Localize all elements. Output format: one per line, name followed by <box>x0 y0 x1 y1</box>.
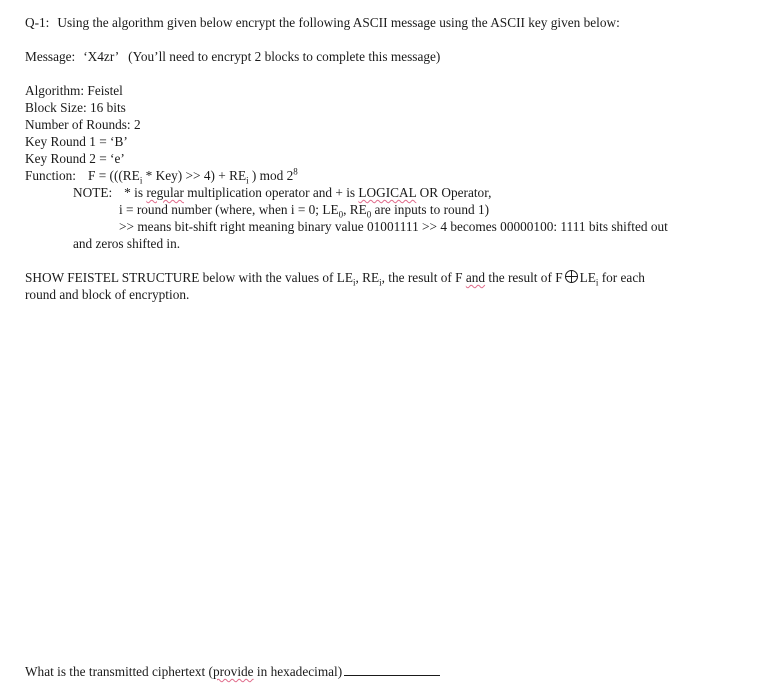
function-formula-part2: * Key) >> 4) + RE <box>142 168 247 183</box>
note-line-4: and zeros shifted in. <box>73 236 181 251</box>
function-formula-part3: ) mod 2 <box>248 168 294 183</box>
note-l2-text-a: i = round number (where, when i = 0; LE <box>119 202 339 217</box>
message-value: ‘X4zr’ <box>83 49 120 64</box>
note-line-1 <box>73 184 491 201</box>
message-line <box>25 48 440 65</box>
function-line <box>25 167 298 184</box>
rounds-line: Number of Rounds: 2 <box>25 117 141 132</box>
show-text-d: the result of F <box>485 270 563 285</box>
show-text-b: , RE <box>355 270 380 285</box>
note-l1-text-b: multiplication operator and + is <box>183 185 359 200</box>
show-word-and: and <box>465 270 486 285</box>
answer-blank-field[interactable] <box>344 663 440 676</box>
note-word-regular: regular <box>146 185 184 200</box>
note-l2-text-b: , RE <box>343 202 367 217</box>
show-text-e: LE <box>579 270 596 285</box>
note-sub-0-2: 0 <box>366 209 372 220</box>
answer-word-provide: provide <box>212 664 254 679</box>
function-formula-part1: F = (((RE <box>87 168 140 183</box>
show-sub-i-1: i <box>352 277 356 288</box>
function-label: Function: <box>25 168 76 183</box>
show-text-c: , the result of F <box>381 270 466 285</box>
question-text: Using the algorithm given below encrypt the following ASCII message using the ASCII key given below: <box>57 15 620 30</box>
note-sub-0-1: 0 <box>338 209 344 220</box>
show-line-2: round and block of encryption. <box>25 287 190 302</box>
key-round-2-line: Key Round 2 = ‘e’ <box>25 151 125 166</box>
function-sub-i-2: i <box>246 175 249 186</box>
show-text-f: for each <box>598 270 645 285</box>
note-l1-text-a: * is <box>124 185 147 200</box>
note-label: NOTE: <box>73 185 113 200</box>
function-sup-8: 8 <box>293 166 298 177</box>
show-sub-i-3: i <box>595 277 599 288</box>
note-word-logical: LOGICAL <box>358 185 417 200</box>
message-label: Message: <box>25 49 76 64</box>
key-round-1-line: Key Round 1 = ‘B’ <box>25 134 128 149</box>
note-line-3: >> means bit-shift right meaning binary value 01001111 >> 4 becomes 00000100: 1111 bits shifted out <box>119 219 668 234</box>
block-size-line: Block Size: 16 bits <box>25 100 126 115</box>
answer-text-b: in hexadecimal) <box>253 664 343 679</box>
answer-text-a: What is the transmitted ciphertext ( <box>25 664 213 679</box>
question-label: Q-1: <box>25 15 50 30</box>
show-text-a: SHOW FEISTEL STRUCTURE below with the values of LE <box>25 270 353 285</box>
function-sub-i-1: i <box>139 175 143 186</box>
xor-icon <box>565 270 578 283</box>
show-sub-i-2: i <box>379 277 382 288</box>
algorithm-line: Algorithm: Feistel <box>25 83 123 98</box>
message-note: (You’ll need to encrypt 2 blocks to complete this message) <box>128 49 441 64</box>
note-line-2 <box>119 201 489 218</box>
note-l2-text-c: are inputs to round 1) <box>371 202 490 217</box>
note-l1-text-c: OR Operator, <box>416 185 492 200</box>
answer-line <box>25 663 440 680</box>
show-line-1 <box>25 269 645 286</box>
question-line <box>25 14 620 31</box>
